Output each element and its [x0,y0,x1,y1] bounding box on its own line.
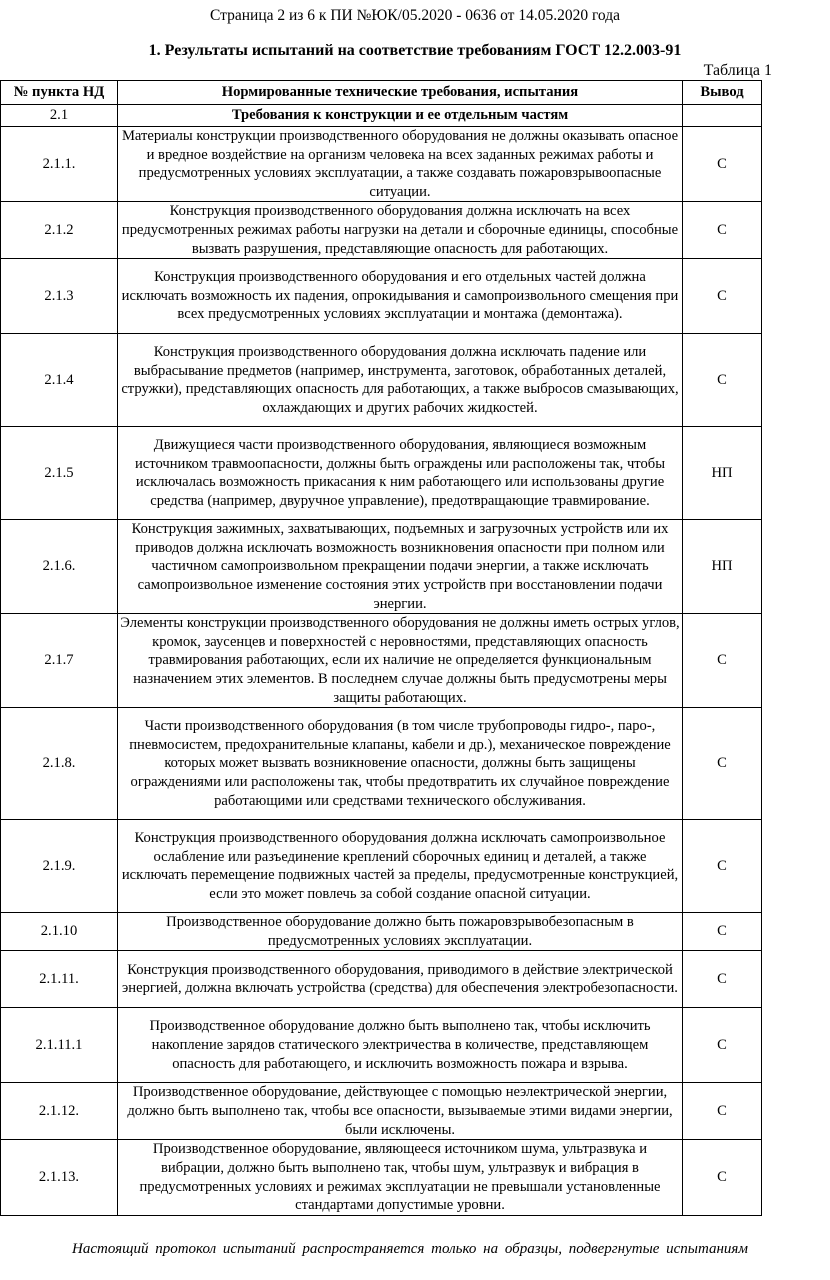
table-row [1,334,762,427]
row-number: 2.1.4 [1,334,118,427]
row-requirement: Конструкция производственного оборудования должна исключать самопроизвольное ослабление или разъединение креплений сборочных единиц и деталей, а также исключать перемещение подвижных частей за пределы, предусмотренные конструкцией, если это может повлечь за собой создание опасной ситуации. [118,820,683,913]
table-row [1,820,762,913]
row-requirement: Конструкция производственного оборудования, приводимого в действие электрической энергией, должна включать устройства (средства) для обеспечения электробезопасности. [118,951,683,1008]
table-row [1,1140,762,1215]
row-number: 2.1.11.1 [1,1008,118,1083]
row-result: С [683,708,762,820]
row-requirement: Производственное оборудование, являющееся источником шума, ультразвука и вибрации, должно быть выполнено так, чтобы шум, ультразвук и вибрация в предусмотренных условиях и режимах эксплуатации не превышали установленные стандартами допустимые уровни. [118,1140,683,1215]
row-number: 2.1.9. [1,820,118,913]
row-number: 2.1.3 [1,259,118,334]
row-number: 2.1.2 [1,202,118,259]
row-result: С [683,951,762,1008]
row-number: 2.1.1. [1,127,118,202]
row-requirement: Конструкция зажимных, захватывающих, подъемных и загрузочных устройств или их приводов должна исключать возможность возникновения опасности при полном или частичном самопроизвольном прекращении подачи энергии, а также исключать самопроизвольное изменение состояния этих устройств при восстановлении подачи энергии. [118,520,683,614]
table-row [1,1083,762,1140]
table-row [1,951,762,1008]
row-number: 2.1.5 [1,427,118,520]
table-row [1,127,762,202]
row-result: С [683,1140,762,1215]
row-result: С [683,202,762,259]
row-number: 2.1.7 [1,614,118,708]
row-requirement: Части производственного оборудования (в том числе трубопроводы гидро-, паро-, пневмосистем, предохранительные клапаны, кабели и др.), механическое повреждение которых может вызвать возникновение опасности, должны быть защищены ограждениями или расположены так, чтобы предотвратить их случайное повреждение работающими или средствами технического обслуживания. [118,708,683,820]
row-requirement: Производственное оборудование, действующее с помощью неэлектрической энергии, должно быть выполнено так, чтобы все опасности, вызываемые этими видами энергии, были исключены. [118,1083,683,1140]
section-title: Требования к конструкции и ее отдельным частям [118,105,683,127]
row-number: 2.1.11. [1,951,118,1008]
row-requirement: Производственное оборудование должно быть выполнено так, чтобы исключить накопление зарядов статического электричества в количестве, представляющем опасность для работающего, и исключить возможность пожара и взрыва. [118,1008,683,1083]
row-result: С [683,820,762,913]
row-result: С [683,334,762,427]
row-requirement: Конструкция производственного оборудования и его отдельных частей должна исключать возможность их падения, опрокидывания и самопроизвольного смещения при всех предусмотренных условиях эксплуатации и монтажа (демонтажа). [118,259,683,334]
row-result: НП [683,427,762,520]
column-header-requirements: Нормированные технические требования, испытания [118,81,683,105]
row-requirement: Производственное оборудование должно быть пожаровзрывобезопасным в предусмотренных условиях эксплуатации. [118,913,683,951]
table-row [1,708,762,820]
row-number: 2.1.8. [1,708,118,820]
column-header-result: Вывод [683,81,762,105]
row-result: С [683,1008,762,1083]
row-number: 2.1.12. [1,1083,118,1140]
table-header-row [1,81,762,105]
row-result: С [683,913,762,951]
table-row [1,520,762,614]
section-row [1,105,762,127]
row-requirement: Движущиеся части производственного оборудования, являющиеся возможным источником травмоопасности, должны быть ограждены или расположены так, чтобы исключалась возможность прикасания к ним работающего или использованы другие средства (например, двуручное управление), предотвращающие травмирование. [118,427,683,520]
table-row [1,427,762,520]
requirements-table [0,80,762,1216]
row-requirement: Элементы конструкции производственного оборудования не должны иметь острых углов, кромок, заусенцев и поверхностей с неровностями, представляющих опасность травмирования работающих, если их наличие не определяется функциональным назначением этих элементов. В последнем случае должны быть предусмотрены меры защиты работающих. [118,614,683,708]
row-result: С [683,614,762,708]
row-result: С [683,1083,762,1140]
footer-note: Настоящий протокол испытаний распространяется только на образцы, подвергнутые испытаниям [72,1241,748,1257]
row-number: 2.1.6. [1,520,118,614]
table-label: Таблица 1 [703,62,772,79]
row-result: С [683,259,762,334]
row-requirement: Конструкция производственного оборудования должна исключать падение или выбрасывание предметов (например, инструмента, заготовок, обработанных деталей, стружки), представляющих опасность для работающих, а также выбросов смазывающих, охлаждающих и других рабочих жидкостей. [118,334,683,427]
table-row [1,913,762,951]
section-result [683,105,762,127]
row-number: 2.1.13. [1,1140,118,1215]
table-row [1,202,762,259]
row-result: С [683,127,762,202]
table-row [1,259,762,334]
row-requirement: Конструкция производственного оборудования должна исключать на всех предусмотренных режимах работы нагрузки на детали и сборочные единицы, способные вызвать разрушения, представляющие опасность для работающих. [118,202,683,259]
row-requirement: Материалы конструкции производственного оборудования не должны оказывать опасное и вредное воздействие на организм человека на всех заданных режимах работы и предусмотренных условиях эксплуатации, а также создавать пожаровзрывоопасные ситуации. [118,127,683,202]
column-header-number: № пункта НД [1,81,118,105]
table-row [1,1008,762,1083]
row-number: 2.1.10 [1,913,118,951]
table-row [1,614,762,708]
document-title: 1. Результаты испытаний на соответствие требованиям ГОСТ 12.2.003-91 [148,42,682,59]
section-number: 2.1 [1,105,118,127]
page-header: Страница 2 из 6 к ПИ №ЮК/05.2020 - 0636 от 14.05.2020 года [210,7,620,24]
row-result: НП [683,520,762,614]
